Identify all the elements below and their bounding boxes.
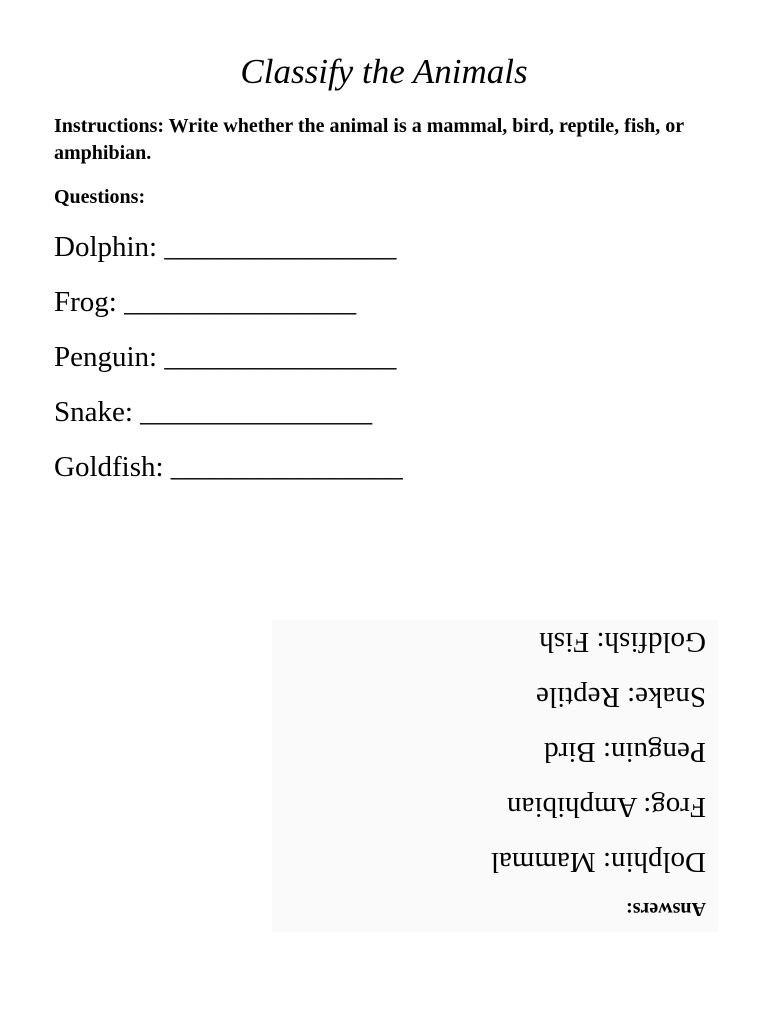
question-snake: Snake: ________________	[54, 396, 373, 428]
answer-key-content	[491, 607, 706, 922]
worksheet-title: Classify the Animals	[240, 52, 528, 91]
answer-dolphin: Dolphin: Mammal	[490, 846, 706, 878]
answers-heading: Answers:	[626, 898, 706, 920]
question-list	[54, 227, 403, 502]
question-goldfish: Goldfish: ________________	[54, 451, 403, 483]
upside-down-answer-key	[272, 620, 718, 932]
instructions-text: Instructions: Write whether the animal is a mammal, bird, reptile, fish, or amphibian.	[54, 115, 684, 164]
answer-snake: Snake: Reptile	[536, 681, 706, 713]
questions-heading: Questions:	[54, 186, 146, 208]
answer-penguin: Penguin: Bird	[544, 736, 706, 768]
answer-goldfish: Goldfish: Fish	[539, 626, 706, 658]
question-dolphin: Dolphin: ________________	[54, 231, 397, 263]
question-penguin: Penguin: ________________	[54, 341, 397, 373]
question-frog: Frog: ________________	[54, 286, 357, 318]
answer-frog: Frog: Amphibian	[507, 791, 706, 823]
